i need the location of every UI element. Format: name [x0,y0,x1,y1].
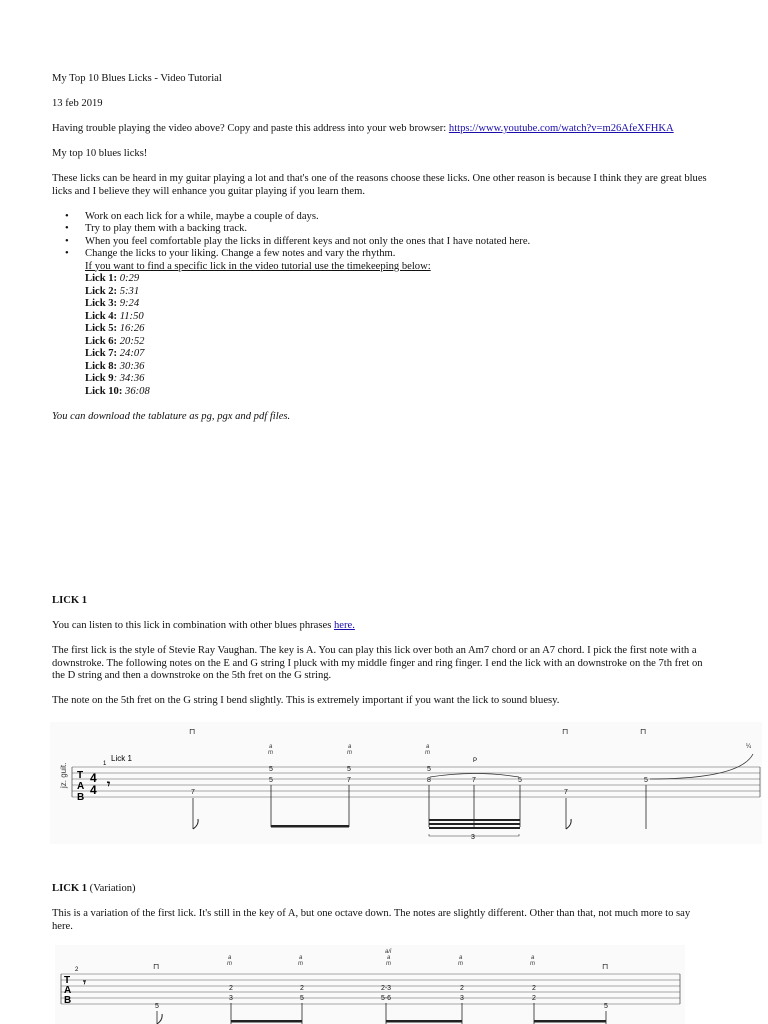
measure-number: 1 [103,761,107,767]
svg-text:2-3: 2-3 [380,985,392,992]
svg-text:T: T [64,975,71,986]
svg-text:m: m [425,750,430,756]
list-item: Lick 9: 34:36 [85,373,145,384]
svg-text:7: 7 [347,777,351,784]
list-item: Lick 5: 16:26 [85,323,145,334]
video-help-text: Having trouble playing the video above? Copy and paste this address into your web browser: [52,123,449,134]
list-item: • Change the licks to your liking. Change a few notes and vary the rhythm. If you want to find a specific lick in the video tutorial use the timekeeping below: [85,248,712,273]
svg-text:A: A [77,781,85,792]
svg-text:3: 3 [460,995,464,1002]
svg-text:5: 5 [604,1003,608,1010]
list-item: Lick 4: 11:50 [85,310,144,322]
list-item: Lick 3: 9:24 [85,298,140,309]
svg-text:a: a [299,955,303,961]
svg-text:4: 4 [90,783,97,797]
video-help [52,123,712,136]
svg-text:⊓: ⊓ [562,727,569,736]
tips-list [52,211,712,274]
svg-text:m: m [227,961,232,967]
svg-text:⊓: ⊓ [189,727,196,736]
video-link[interactable]: https://www.youtube.com/watch?v=m26AfeXFHKA [448,123,674,134]
lick1-tablature [50,722,762,844]
lick1-paragraph1: The first lick is the style of Stevie Ray Vaughan. The key is A. You can play this lick over both an Am7 chord or an A7 chord. I pick the first note with a downstroke. The following notes on the E and G string I pluck with my middle finger and ring finger. I end the lick with an downstroke on the 7th fret on the D string and then a downstroke on the 5th fret on the G string. [52,645,703,681]
listen-link[interactable]: here. [333,620,355,631]
svg-text:m: m [268,750,273,756]
svg-text:⊓: ⊓ [640,727,647,736]
lick1-variation-section [52,883,712,933]
lick1-section [52,595,712,708]
svg-text:2: 2 [460,985,464,992]
svg-text:a: a [269,744,273,750]
lick1v-paragraph: This is a variation of the first lick. It's still in the key of A, but one octave down. The notes are slightly different. Other than that, not much more to say here. [52,908,691,932]
svg-text:a: a [348,744,352,750]
svg-text:m: m [347,750,352,756]
document-body [52,73,712,423]
list-item: • Try to play them with a backing track. [85,223,712,236]
svg-text:2: 2 [229,985,233,992]
svg-text:7: 7 [472,777,476,784]
svg-text:a/i: a/i [385,949,392,955]
list-item: • When you feel comfortable play the licks in different keys and not only the ones that I have notated here. [85,236,712,249]
download-note: You can download the tablature as pg, pgx and pdf files. [52,410,291,422]
instrument-label: jz. guit. [59,762,68,788]
svg-text:7: 7 [191,789,195,796]
svg-text:B: B [64,995,72,1006]
publish-date: 13 feb 2019 [52,98,103,109]
list-item: Lick 7: 24:07 [85,348,145,359]
svg-text:𝄾: 𝄾 [83,977,86,989]
svg-text:m: m [298,961,303,967]
svg-text:⊓: ⊓ [153,962,160,971]
svg-text:8: 8 [427,777,431,784]
svg-text:4: 4 [90,771,97,785]
svg-text:5: 5 [644,777,648,784]
lick-marker: Lick 1 [111,754,132,763]
svg-text:2: 2 [75,967,79,973]
svg-text:a: a [426,744,430,750]
svg-text:5: 5 [269,777,273,784]
list-item: Lick 10: 36:08 [85,385,150,397]
svg-text:a: a [531,955,535,961]
svg-text:5: 5 [269,766,273,773]
svg-text:A: A [64,985,72,996]
list-item: • Work on each lick for a while, maybe a couple of days. [85,211,712,224]
timekeeping-intro: If you want to find a specific lick in the video tutorial use the timekeeping below: [85,260,431,272]
list-item: Lick 1: 0:29 [85,273,140,284]
lick1-variation-tablature [55,945,685,1024]
lick1-paragraph2: The note on the 5th fret on the G string I bend slightly. This is extremely important if you want the lick to sound bluesy. [52,695,560,706]
svg-text:¼: ¼ [746,744,752,750]
svg-text:T: T [77,770,84,781]
list-item: Lick 2: 5:31 [85,285,140,297]
svg-text:a: a [459,955,463,961]
svg-text:5-6: 5-6 [380,995,392,1002]
svg-text:⊓: ⊓ [602,962,609,971]
lick1-heading: LICK 1 [52,595,88,606]
svg-text:5: 5 [300,995,304,1002]
svg-text:2: 2 [300,985,304,992]
svg-text:a: a [387,955,391,961]
svg-text:2: 2 [532,995,536,1002]
svg-text:P: P [473,758,478,764]
svg-text:2: 2 [532,985,536,992]
svg-text:7: 7 [564,789,568,796]
svg-text:m: m [386,961,391,967]
svg-text:m: m [458,961,463,967]
intro-headline: My top 10 blues licks! [52,148,148,159]
svg-text:a: a [228,955,232,961]
list-item: Lick 8: 30:36 [85,360,145,372]
list-item: Lick 6: 20:52 [85,335,145,347]
svg-text:5: 5 [347,766,351,773]
svg-text:𝄾: 𝄾 [107,777,111,791]
svg-text:3: 3 [229,995,233,1002]
svg-text:5: 5 [155,1003,159,1010]
svg-text:B: B [77,792,85,803]
svg-text:5: 5 [427,766,431,773]
svg-text:m: m [530,961,535,967]
intro-paragraph: These licks can be heard in my guitar playing a lot and that's one of the reasons choose these licks. One other reason is because I think they are great blues licks and I believe they will enhance you guitar playing if you learn them. [52,173,707,197]
lick1-listen: You can listen to this lick in combination with other blues phrases here. [52,620,355,631]
page-title: My Top 10 Blues Licks - Video Tutorial [52,73,222,84]
lick1v-heading: LICK 1 (Variation) [52,883,136,894]
timekeeping-list [85,273,712,398]
svg-text:5: 5 [518,777,522,784]
svg-text:3: 3 [471,834,475,841]
